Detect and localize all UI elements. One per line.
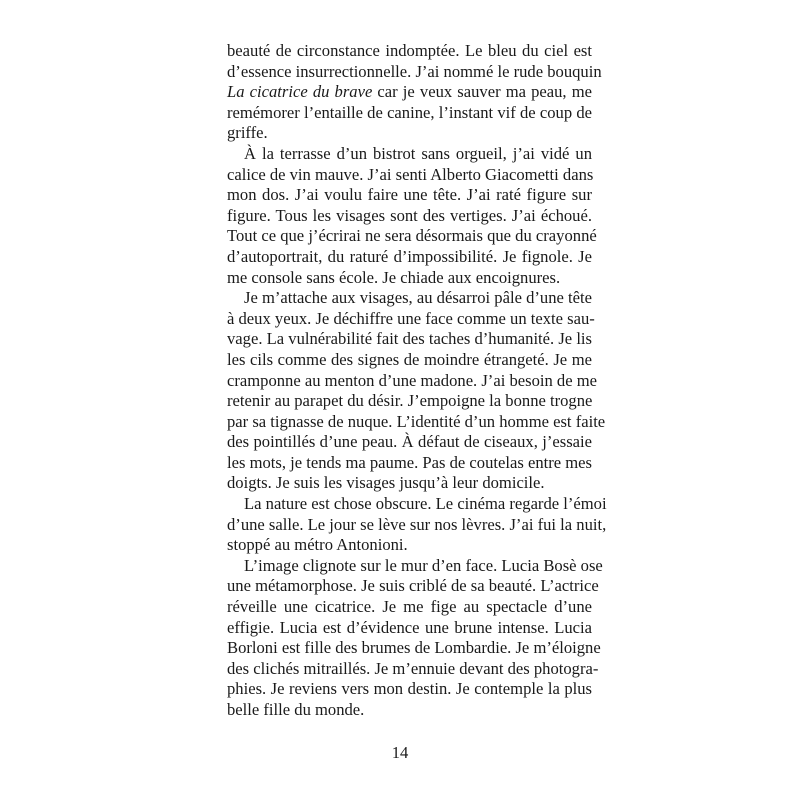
paragraph	[227, 555, 603, 721]
text-line: retenir au parapet du désir. J’empoigne la bonne trogne	[227, 391, 593, 411]
text-line: À la terrasse d’un bistrot sans orgueil, j’ai vidé un	[244, 143, 592, 163]
text-line: mon dos. J’ai voulu faire une tête. J’ai raté figure sur	[227, 185, 592, 205]
text-line: me console sans école. Je chiade aux encoignures.	[227, 267, 561, 287]
text-line: une métamorphose. Je suis criblé de sa beauté. L’actrice	[227, 576, 599, 596]
text-line: Tout ce que j’écrirai ne sera désormais que du crayonné	[227, 226, 597, 246]
paragraph	[227, 41, 602, 144]
text-line: réveille une cicatrice. Je me fige au spectacle d’une	[227, 596, 592, 616]
text-section-one	[227, 41, 606, 494]
text-line: figure. Tous les visages sont des vertiges. J’ai échoué.	[227, 205, 592, 225]
text-line: griffe.	[227, 123, 268, 143]
text-line: calice de vin mauve. J’ai senti Alberto Giacometti dans	[227, 164, 594, 184]
paragraph	[227, 143, 597, 288]
text-line: stoppé au métro Antonioni.	[227, 535, 408, 555]
page-number: 14	[391, 743, 409, 762]
text-line: effigie. Lucia est d’évidence une brune intense. Lucia	[227, 617, 592, 637]
text-line: des clichés mitraillés. Je m’ennuie devant des photogra-	[227, 658, 599, 678]
text-line: Borloni est fille des brumes de Lombardie. Je m’éloigne	[227, 638, 601, 658]
text-line: d’autoportrait, du raturé d’impossibilité. Je fignole. Je	[227, 246, 592, 266]
text-line: La nature est chose obscure. Le cinéma regarde l’émoi	[244, 494, 607, 513]
paragraph	[227, 494, 607, 556]
text-line: L’image clignote sur le mur d’en face. Lucia Bosè ose	[244, 555, 603, 575]
text-line: les cils comme des signes de moindre étrangeté. Je me	[227, 349, 592, 369]
text-line: belle fille du monde.	[227, 699, 365, 719]
text-line: à deux yeux. Je déchiffre une face comme un texte sau-	[227, 308, 595, 328]
text-line: beauté de circonstance indomptée. Le bleu du ciel est	[227, 41, 592, 60]
text-line: par sa tignasse de nuque. L’identité d’un homme est faite	[227, 411, 606, 431]
book-title: La cicatrice du brave	[227, 82, 373, 102]
text-line: cramponne au menton d’une madone. J’ai besoin de me	[227, 370, 598, 390]
text-line: remémorer l’entaille de canine, l’instant vif de coup de	[227, 102, 592, 122]
text-line: des pointillés d’une peau. À défaut de ciseaux, j’essaie	[227, 432, 592, 452]
text-line: Je m’attache aux visages, au désarroi pâle d’une tête	[244, 288, 592, 308]
text-line: d’une salle. Le jour se lève sur nos lèvres. J’ai fui la nuit,	[227, 514, 607, 534]
text-line: La cicatrice du brave car je veux sauver ma peau, me	[227, 82, 592, 102]
paragraph	[227, 288, 606, 494]
text-line: d’essence insurrectionnelle. J’ai nommé le rude bouquin	[227, 61, 602, 81]
text-line: doigts. Je suis les visages jusqu’à leur domicile.	[227, 473, 545, 493]
text-line: vage. La vulnérabilité fait des taches d’humanité. Je lis	[227, 329, 592, 349]
text-line: phies. Je reviens vers mon destin. Je contemple la plus	[227, 679, 592, 699]
text-line: les mots, je tends ma paume. Pas de coutelas entre mes	[227, 452, 592, 472]
text-section-two	[227, 494, 607, 721]
